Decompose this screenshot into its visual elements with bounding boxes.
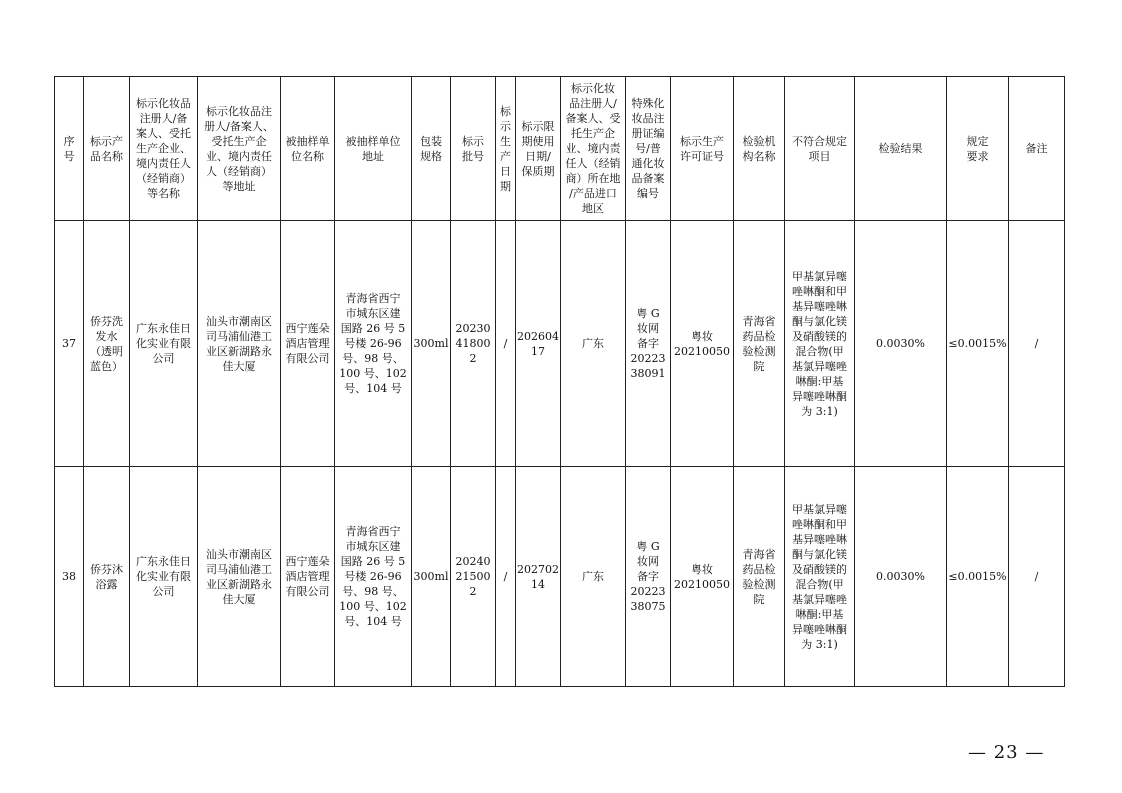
table-cell: 汕头市潮南区 司马浦仙港工 业区新湖路永 佳大厦: [198, 467, 281, 687]
table-cell: /: [1009, 467, 1065, 687]
header-cell: 被抽样单 位名称: [281, 77, 335, 221]
table-cell: 广东: [561, 467, 626, 687]
table-cell: 青海省西宁 市城东区建 国路 26 号 5 号楼 26-96 号、98 号、 100 号、102 号、104 号: [335, 221, 412, 467]
table-header-row: [55, 77, 1065, 221]
table-cell: 广东永佳日 化实业有限 公司: [130, 221, 198, 467]
header-cell: 标示生产 许可证号: [671, 77, 734, 221]
table-cell: ≤0.0015%: [947, 467, 1009, 687]
table-cell: 0.0030%: [855, 221, 947, 467]
table-cell: 侨芬沐 浴露: [84, 467, 130, 687]
table-cell: 粤 G 妆网 备字 20223 38075: [626, 467, 671, 687]
table-cell: 300ml: [412, 221, 451, 467]
header-cell: 标示限 期使用 日期/ 保质期: [516, 77, 561, 221]
header-cell: 被抽样单位 地址: [335, 77, 412, 221]
header-cell: 规定 要求: [947, 77, 1009, 221]
table-cell: 西宁莲朵 酒店管理 有限公司: [281, 221, 335, 467]
header-cell: 标示化妆 品注册人/ 备案人、受 托生产企 业、境内责 任人（经销 商）所在地 /产品进口 地区: [561, 77, 626, 221]
header-cell: 标示化妆品注 册人/备案人、 受托生产企 业、境内责任 人（经销商） 等地址: [198, 77, 281, 221]
table-cell: 300ml: [412, 467, 451, 687]
table-cell: 甲基氯异噻 唑啉酮和甲 基异噻唑啉 酮与氯化镁 及硝酸镁的 混合物(甲 基氯异噻唑 啉酮:甲基 异噻唑啉酮 为 3:1): [785, 467, 855, 687]
table-cell: 广东永佳日 化实业有限 公司: [130, 467, 198, 687]
table-cell: 粤妆 20210050: [671, 467, 734, 687]
header-cell: 序 号: [55, 77, 84, 221]
table-cell: ≤0.0015%: [947, 221, 1009, 467]
table-cell: 37: [55, 221, 84, 467]
header-cell: 标示化妆品 注册人/备 案人、受托 生产企业、 境内责任人 （经销商） 等名称: [130, 77, 198, 221]
table-cell: 广东: [561, 221, 626, 467]
header-cell: 备注: [1009, 77, 1065, 221]
header-cell: 标示产 品名称: [84, 77, 130, 221]
header-cell: 包装 规格: [412, 77, 451, 221]
table-cell: 202604 17: [516, 221, 561, 467]
table-cell: /: [496, 221, 516, 467]
table-cell: 0.0030%: [855, 467, 947, 687]
table-cell: 青海省 药品检 验检测 院: [734, 467, 785, 687]
header-cell: 不符合规定 项目: [785, 77, 855, 221]
table-row: [55, 221, 1065, 467]
table-cell: 38: [55, 467, 84, 687]
table-cell: 青海省西宁 市城东区建 国路 26 号 5 号楼 26-96 号、98 号、 100 号、102 号、104 号: [335, 467, 412, 687]
header-cell: 标示 批号: [451, 77, 496, 221]
table-row: [55, 467, 1065, 687]
page-number: — 23 —: [968, 742, 1045, 763]
table-cell: 甲基氯异噻 唑啉酮和甲 基异噻唑啉 酮与氯化镁 及硝酸镁的 混合物(甲 基氯异噻唑 啉酮:甲基 异噻唑啉酮 为 3:1): [785, 221, 855, 467]
table-cell: 侨芬洗 发水 （透明 蓝色）: [84, 221, 130, 467]
table-cell: 青海省 药品检 验检测 院: [734, 221, 785, 467]
table-cell: 西宁莲朵 酒店管理 有限公司: [281, 467, 335, 687]
sampling-results-table: [54, 76, 1065, 687]
header-cell: 标 示 生 产 日 期: [496, 77, 516, 221]
table-cell: /: [496, 467, 516, 687]
table-cell: 202702 14: [516, 467, 561, 687]
header-cell: 特殊化 妆品注 册证编 号/普 通化妆 品备案 编号: [626, 77, 671, 221]
header-cell: 检验结果: [855, 77, 947, 221]
table-cell: 汕头市潮南区 司马浦仙港工 业区新湖路永 佳大厦: [198, 221, 281, 467]
table-cell: 粤 G 妆网 备字 20223 38091: [626, 221, 671, 467]
table-cell: 20240 21500 2: [451, 467, 496, 687]
table-cell: 20230 41800 2: [451, 221, 496, 467]
table-cell: /: [1009, 221, 1065, 467]
table-cell: 粤妆 20210050: [671, 221, 734, 467]
header-cell: 检验机 构名称: [734, 77, 785, 221]
